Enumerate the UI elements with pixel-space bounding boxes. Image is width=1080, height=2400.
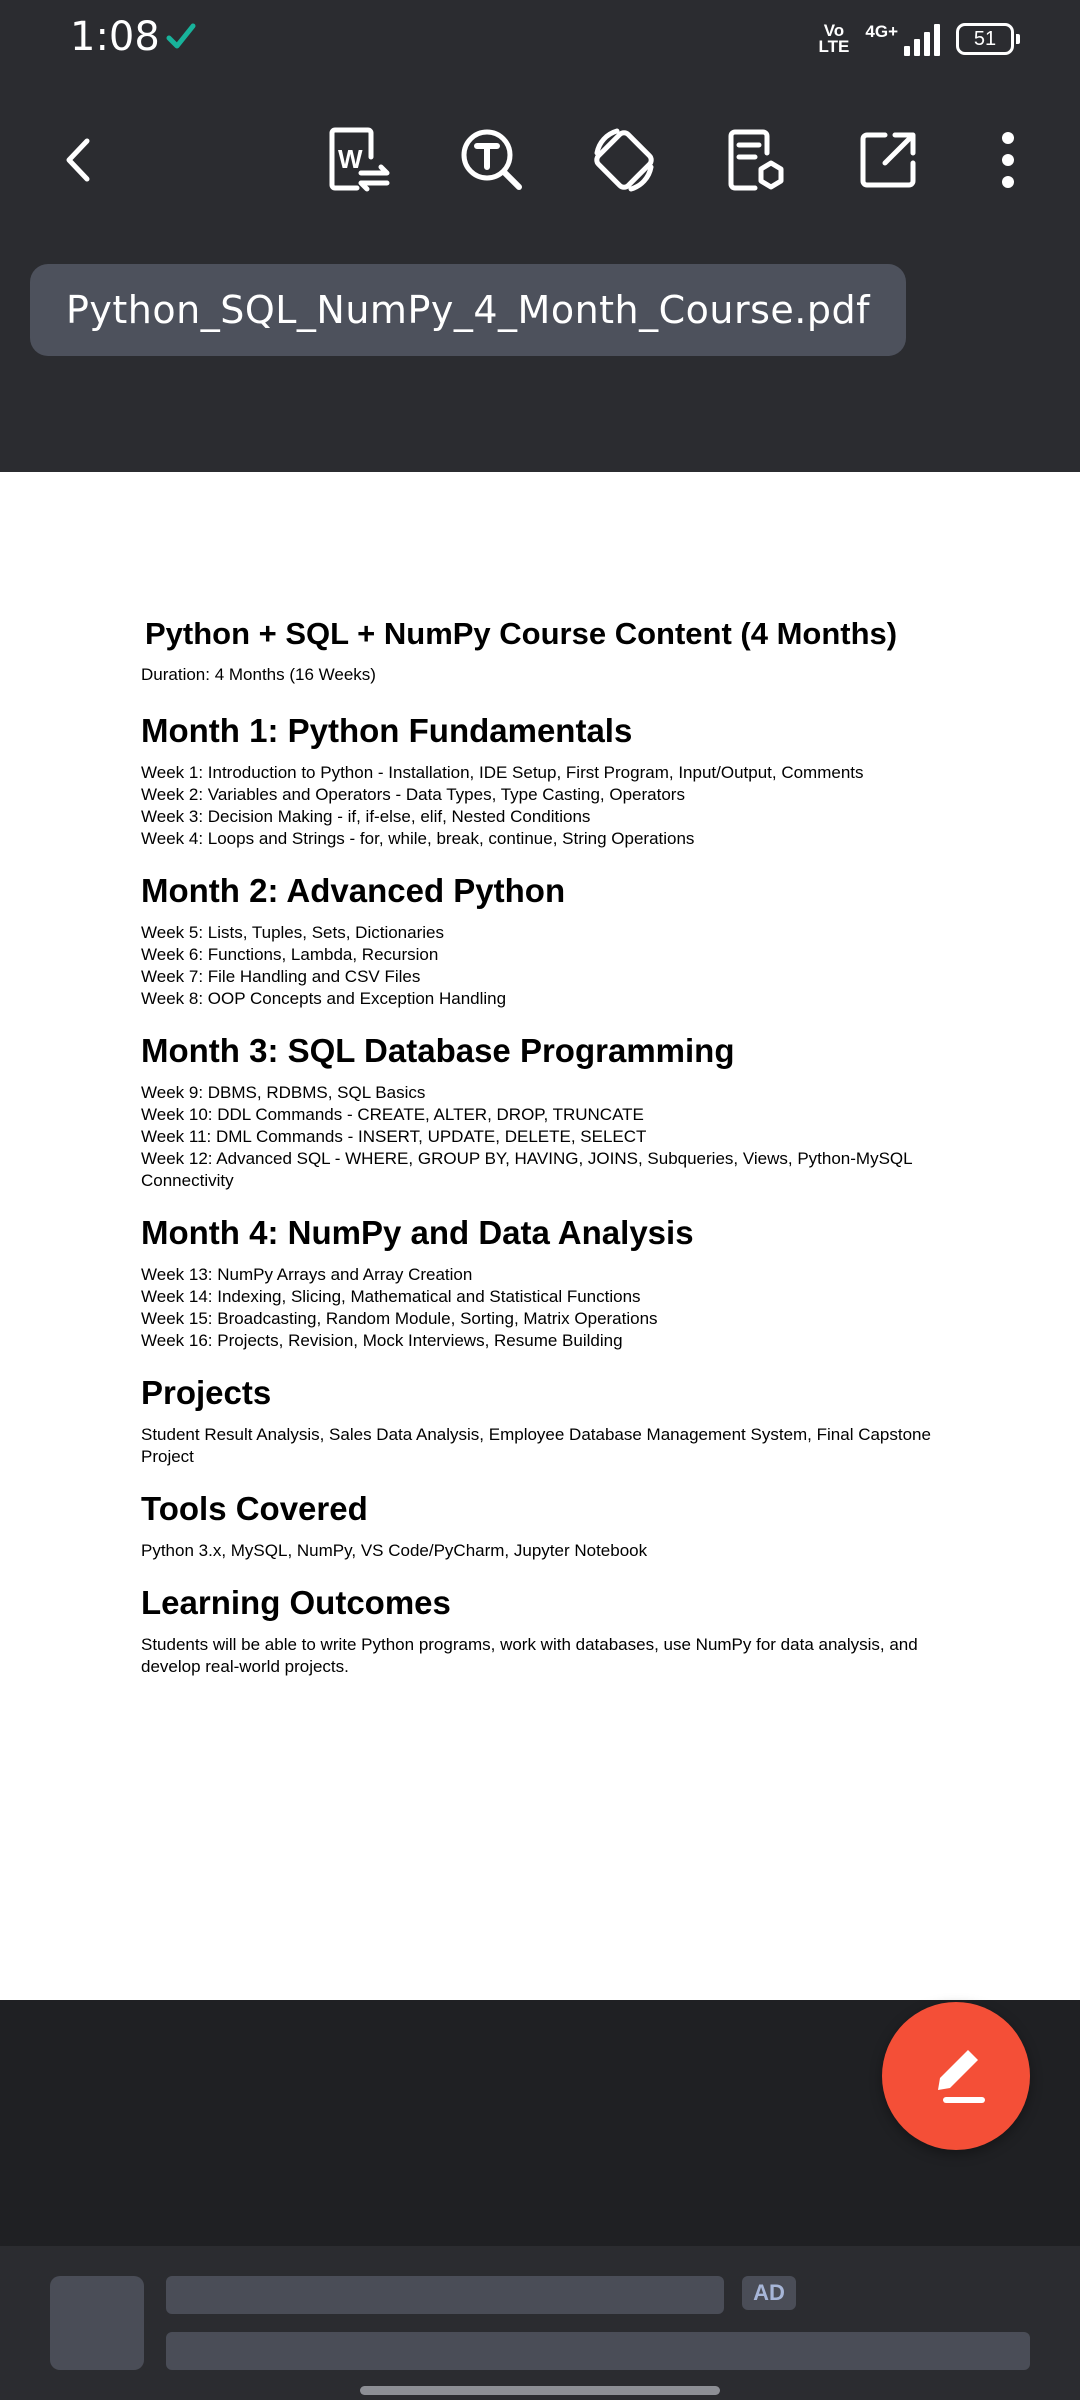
document-sections xyxy=(141,712,941,1678)
system-indicators xyxy=(819,22,1014,56)
checkmark-icon xyxy=(166,22,196,57)
section-heading: Month 3: SQL Database Programming xyxy=(141,1032,735,1069)
section-line: Week 8: OOP Concepts and Exception Handling xyxy=(141,989,507,1008)
document-title: Python + SQL + NumPy Course Content (4 Months) xyxy=(145,616,898,651)
ad-badge: AD xyxy=(742,2276,796,2310)
status-time: 1:08 xyxy=(70,14,160,60)
section-heading: Learning Outcomes xyxy=(141,1584,451,1621)
section-line: Week 2: Variables and Operators - Data Types, Type Casting, Operators xyxy=(141,785,685,804)
signal-strength-icon xyxy=(865,22,940,56)
section-line: Week 14: Indexing, Slicing, Mathematical and Statistical Functions xyxy=(141,1287,641,1306)
rotate-screen-icon[interactable] xyxy=(586,122,662,198)
convert-to-word-icon[interactable] xyxy=(322,122,398,198)
section-line: Week 7: File Handling and CSV Files xyxy=(141,967,421,986)
status-bar xyxy=(0,0,1080,82)
file-header xyxy=(0,234,1080,472)
section-line: Week 12: Advanced SQL - WHERE, GROUP BY, HAVING, JOINS, Subqueries, Views, Python-MySQL Connectivity xyxy=(141,1149,912,1190)
section-line: Week 1: Introduction to Python - Installation, IDE Setup, First Program, Input/Output, Comments xyxy=(141,763,864,782)
volte-indicator: Vo LTE xyxy=(818,21,850,56)
document-section xyxy=(141,1490,941,1562)
svg-text:W: W xyxy=(338,144,363,174)
section-line: Student Result Analysis, Sales Data Analysis, Employee Database Management System, Final Capstone Project xyxy=(141,1425,931,1466)
section-heading: Month 2: Advanced Python xyxy=(141,872,566,909)
more-options-icon[interactable] xyxy=(970,122,1046,198)
section-line: Week 15: Broadcasting, Random Module, Sorting, Matrix Operations xyxy=(141,1309,658,1328)
battery-level: 51 xyxy=(973,28,997,50)
document-content xyxy=(141,614,941,1678)
toolbar xyxy=(0,82,1080,234)
section-line: Students will be able to write Python programs, work with databases, use NumPy for data analysis, and develop real-world projects. xyxy=(141,1635,918,1676)
battery-icon xyxy=(956,23,1014,55)
section-line: Week 11: DML Commands - INSERT, UPDATE, DELETE, SELECT xyxy=(141,1127,647,1146)
network-type: 4G+ xyxy=(865,22,898,41)
section-line: Week 16: Projects, Revision, Mock Interviews, Resume Building xyxy=(141,1331,623,1350)
file-name-chip: Python_SQL_NumPy_4_Month_Course.pdf xyxy=(30,264,906,356)
text-search-icon[interactable] xyxy=(454,122,530,198)
pdf-page[interactable] xyxy=(0,472,1080,2000)
edit-button[interactable] xyxy=(882,2002,1030,2150)
section-heading: Month 4: NumPy and Data Analysis xyxy=(141,1214,694,1251)
edit-pencil-icon xyxy=(920,2038,992,2115)
section-heading: Projects xyxy=(141,1374,272,1411)
document-duration: Duration: 4 Months (16 Weeks) xyxy=(141,665,376,684)
document-section xyxy=(141,712,941,850)
document-section xyxy=(141,1584,941,1678)
document-section xyxy=(141,872,941,1010)
document-settings-icon[interactable] xyxy=(720,122,796,198)
section-line: Python 3.x, MySQL, NumPy, VS Code/PyCharm, Jupyter Notebook xyxy=(141,1541,648,1560)
ad-banner[interactable] xyxy=(0,2246,1080,2400)
ad-title-placeholder xyxy=(166,2276,724,2314)
document-section xyxy=(141,1214,941,1352)
section-line: Week 3: Decision Making - if, if-else, elif, Nested Conditions xyxy=(141,807,591,826)
document-section xyxy=(141,1374,941,1468)
open-external-icon[interactable] xyxy=(850,122,926,198)
section-heading: Month 1: Python Fundamentals xyxy=(141,712,633,749)
home-indicator[interactable] xyxy=(360,2386,720,2395)
section-line: Week 6: Functions, Lambda, Recursion xyxy=(141,945,439,964)
ad-text-placeholder xyxy=(166,2332,1030,2370)
section-line: Week 10: DDL Commands - CREATE, ALTER, DROP, TRUNCATE xyxy=(141,1105,644,1124)
section-line: Week 9: DBMS, RDBMS, SQL Basics xyxy=(141,1083,426,1102)
section-line: Week 4: Loops and Strings - for, while, break, continue, String Operations xyxy=(141,829,695,848)
section-line: Week 5: Lists, Tuples, Sets, Dictionaries xyxy=(141,923,444,942)
ad-thumbnail xyxy=(50,2276,144,2370)
back-icon[interactable] xyxy=(42,122,118,198)
section-line: Week 13: NumPy Arrays and Array Creation xyxy=(141,1265,473,1284)
section-heading: Tools Covered xyxy=(141,1490,368,1527)
document-section xyxy=(141,1032,941,1192)
